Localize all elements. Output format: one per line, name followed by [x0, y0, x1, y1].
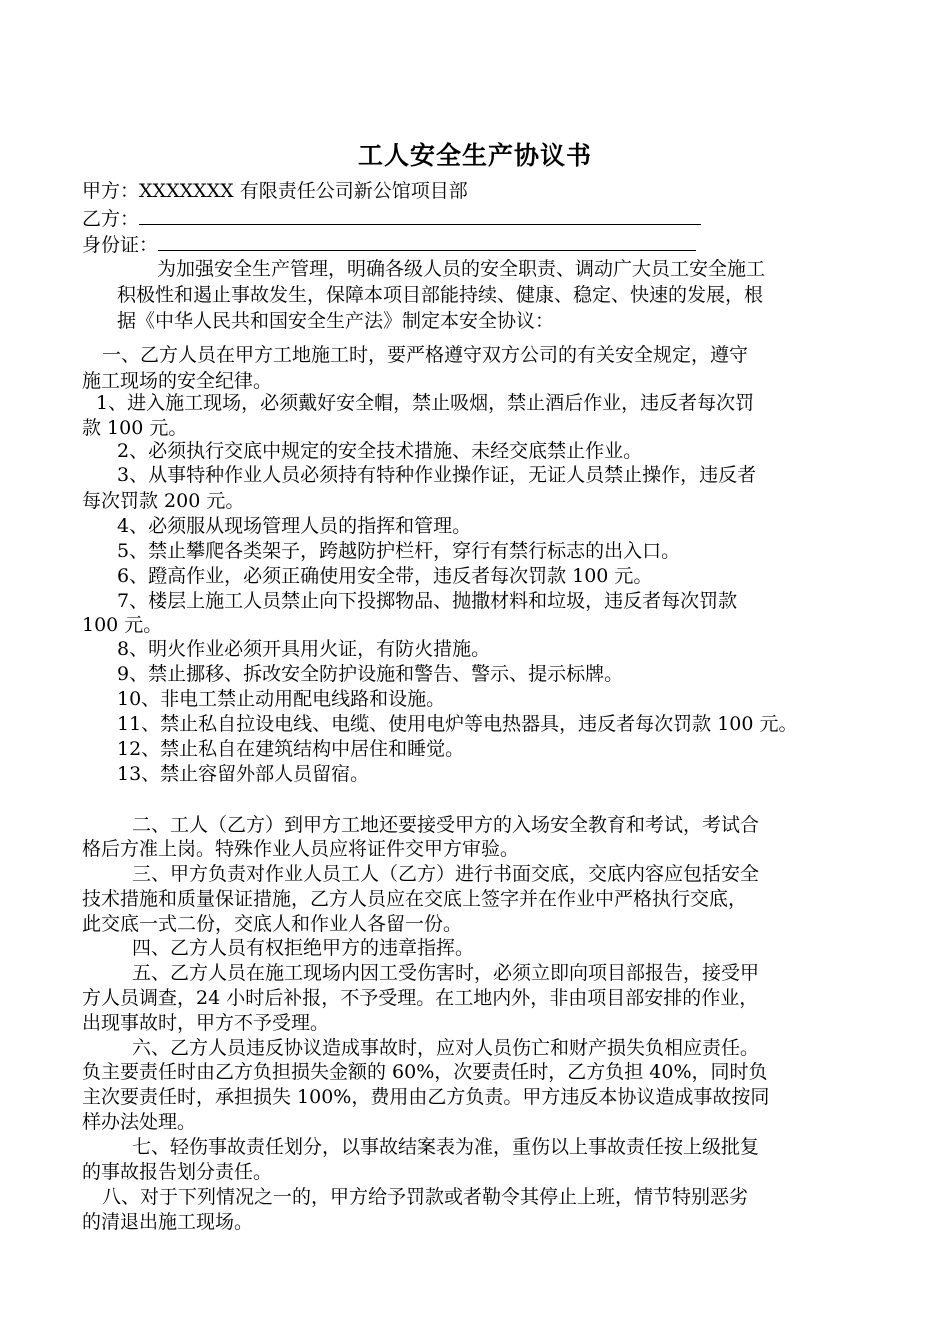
rule-item: 2、必须执行交底中规定的安全技术措施、未经交底禁止作业。: [117, 440, 643, 462]
document-title: 工人安全生产协议书: [357, 141, 592, 170]
rule-item: 5、禁止攀爬各类架子，跨越防护栏杆，穿行有禁行标志的出入口。: [117, 540, 681, 562]
intro-line: 积极性和遏止事故发生，保障本项目部能持续、健康、稳定、快速的发展，根: [117, 284, 764, 306]
section-line: 的清退出施工现场。: [82, 1211, 254, 1233]
section-line: 格后方准上岗。特殊作业人员应将证件交甲方审验。: [82, 838, 520, 860]
rule-item: 4、必须服从现场管理人员的指挥和管理。: [117, 515, 472, 537]
party-b-blank: [139, 204, 701, 225]
section-line: 此交底一式二份，交底人和作业人各留一份。: [82, 913, 463, 935]
id-label: 身份证：: [82, 234, 159, 256]
section-line: 方人员调查，24 小时后补报，不予受理。在工地内外，非由项目部安排的作业，: [82, 987, 759, 1009]
party-b-line: [82, 204, 701, 232]
rule-item: 每次罚款 200 元。: [82, 490, 245, 512]
section-line: 六、乙方人员违反协议造成事故时，应对人员伤亡和财产损失负相应责任。: [132, 1037, 760, 1059]
rule-item: 7、楼层上施工人员禁止向下投掷物品、抛撒材料和垃圾，违反者每次罚款: [117, 590, 738, 612]
rule-item: 100 元。: [82, 614, 163, 636]
section-line: 七、轻伤事故责任划分，以事故结案表为准，重伤以上事故责任按上级批复: [132, 1136, 760, 1158]
section-line: 四、乙方人员有权拒绝甲方的违章指挥。: [132, 937, 475, 959]
section-line: 负主要责任时由乙方负担损失金额的 60%，次要责任时，乙方负担 40%，同时负: [82, 1061, 768, 1083]
rule-item: 11、禁止私自拉设电线、电缆、使用电炉等电热器具，违反者每次罚款 100 元。: [117, 713, 798, 735]
section-line: 出现事故时，甲方不予受理。: [82, 1012, 330, 1034]
rule-item: 10、非电工禁止动用配电线路和设施。: [117, 688, 446, 710]
intro-line: 据《中华人民共和国安全生产法》制定本安全协议：: [117, 310, 555, 332]
section-line: 施工现场的安全纪律。: [82, 370, 273, 392]
id-blank: [158, 230, 696, 251]
rule-item: 6、蹬高作业，必须正确使用安全带，违反者每次罚款 100 元。: [117, 565, 653, 587]
section-line: 的事故报告划分责任。: [82, 1161, 273, 1183]
rule-item: 12、禁止私自在建筑结构中居住和睡觉。: [117, 738, 465, 760]
rule-item: 13、禁止容留外部人员留宿。: [117, 763, 370, 785]
section-line: 主次要责任时，承担损失 100%，费用由乙方负责。甲方违反本协议造成事故按同: [82, 1086, 770, 1108]
party-a-label: 甲方：: [82, 180, 140, 202]
id-line: [82, 230, 696, 258]
section-line: 五、乙方人员在施工现场内因工受伤害时，必须立即向项目部报告，接受甲: [132, 962, 760, 984]
intro-line: 为加强安全生产管理，明确各级人员的安全职责、调动广大员工安全施工: [157, 258, 766, 280]
party-a-value: XXXXXXX 有限责任公司新公馆项目部: [139, 180, 468, 202]
section-line: 一、乙方人员在甲方工地施工时，要严格遵守双方公司的有关安全规定，遵守: [102, 344, 749, 366]
section-line: 三、甲方负责对作业人员工人（乙方）进行书面交底，交底内容应包括安全: [132, 863, 760, 885]
party-b-label: 乙方：: [82, 208, 140, 230]
section-line: 八、对于下列情况之一的，甲方给予罚款或者勒令其停止上班，情节特别恶劣: [102, 1186, 749, 1208]
section-line: 二、工人（乙方）到甲方工地还要接受甲方的入场安全教育和考试，考试合: [132, 814, 760, 836]
party-a-line: [82, 178, 468, 204]
rule-item: 款 100 元。: [82, 417, 188, 439]
rule-item: 3、从事特种作业人员必须持有特种作业操作证，无证人员禁止操作，违反者: [117, 464, 757, 486]
rule-item: 1、进入施工现场，必须戴好安全帽，禁止吸烟，禁止酒后作业，违反者每次罚: [96, 392, 755, 414]
rule-item: 9、禁止挪移、拆改安全防护设施和警告、警示、提示标牌。: [117, 663, 624, 685]
rule-item: 8、明火作业必须开具用火证，有防火措施。: [117, 638, 491, 660]
section-line: 技术措施和质量保证措施，乙方人员应在交底上签字并在作业中严格执行交底，: [82, 888, 748, 910]
section-line: 样办法处理。: [82, 1111, 197, 1133]
